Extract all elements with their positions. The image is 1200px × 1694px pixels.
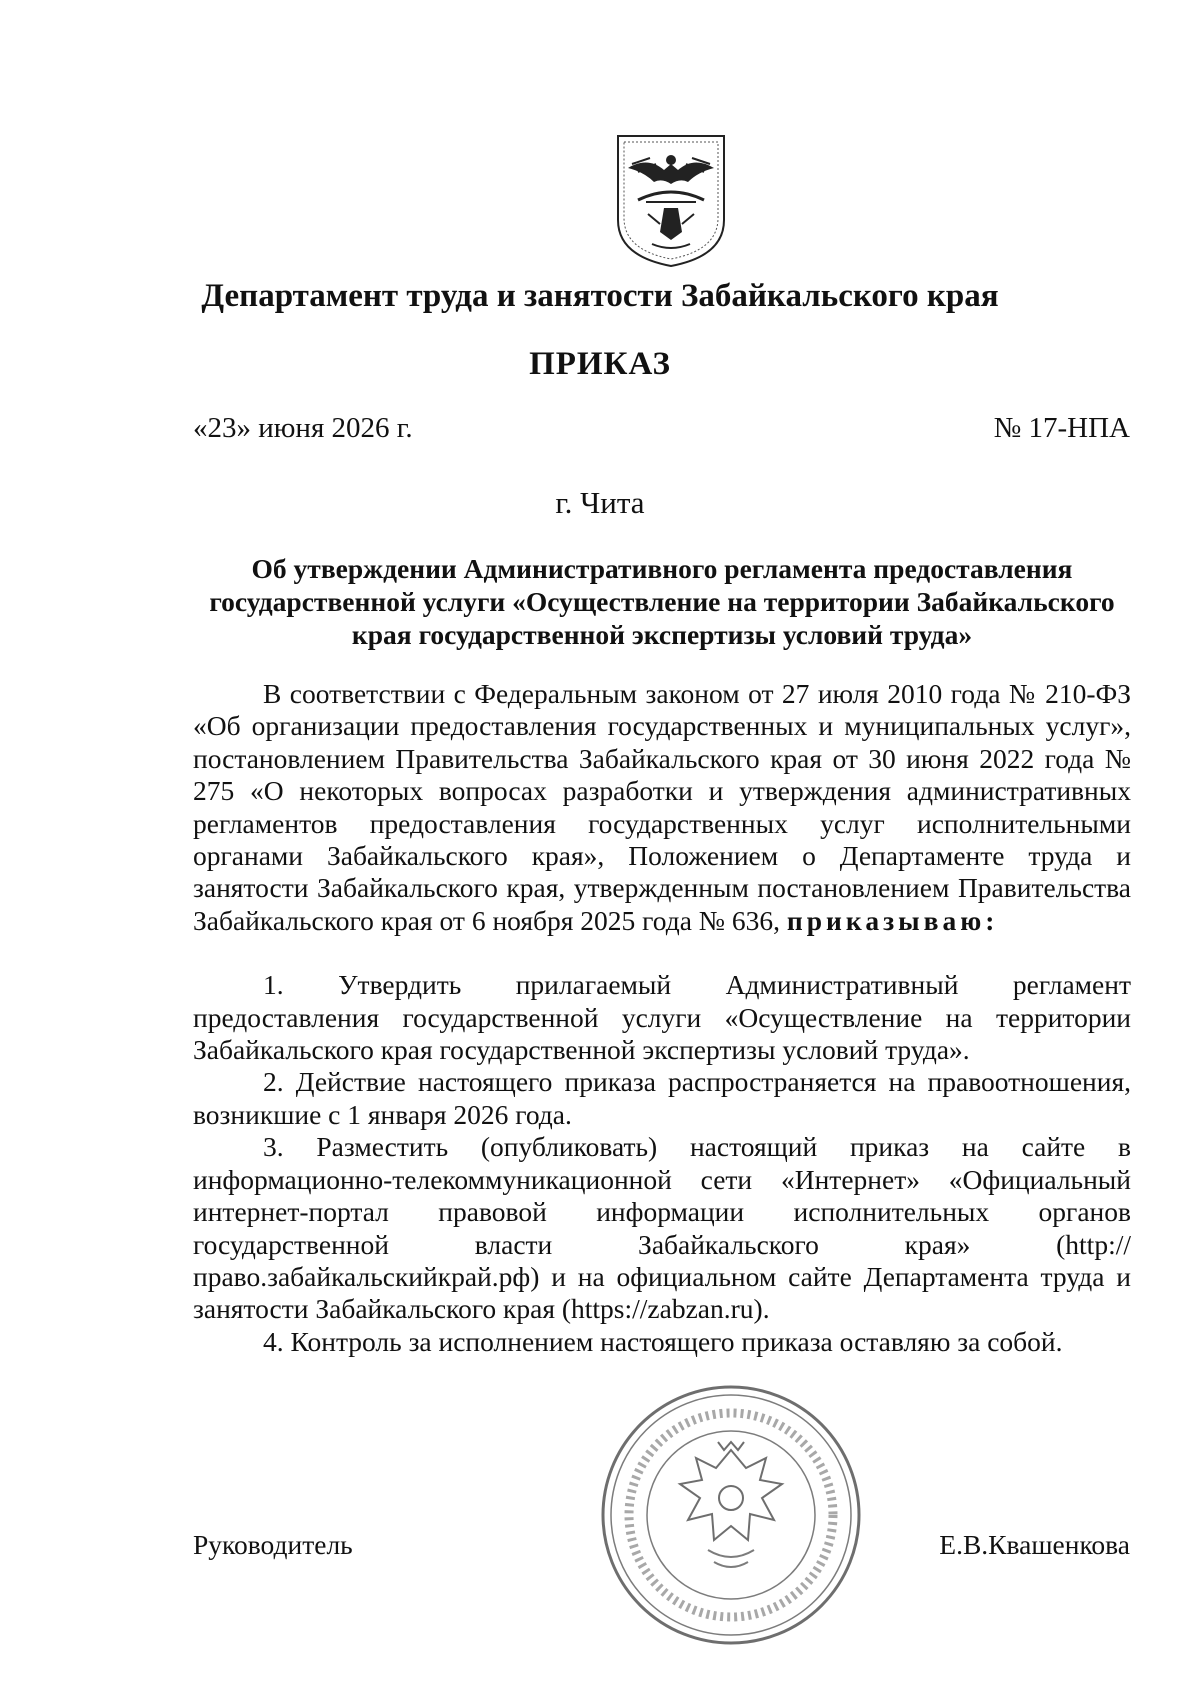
decree-word: приказываю: — [786, 904, 999, 936]
signatory-name: Е.В.Квашенкова — [939, 1529, 1130, 1560]
order-item-4: 4. Контроль за исполнением настоящего приказа оставляю за собой. — [263, 1325, 1063, 1357]
document-type-title: ПРИКАЗ — [529, 346, 671, 382]
order-date: «23» июня 2026 г. — [193, 412, 413, 444]
preamble-text: В соответствии с Федеральным законом от 27 июля 2010 года № 210-ФЗ «Об организации предоставления государственных и муниципальных услуг», постановлением Правительства Забайкальского края от 30 июня 2022 года № 275 «О некоторых вопросах разработки и утверждения административных регламентов предоставления государственных услуг исполнительными органами Забайкальского края», Положением о Департаменте труда и занятости Забайкальского края, утвержденным постановлением Правительства Забайкальского края от 6 ноября 2025 года № 636, — [193, 678, 1131, 936]
coat-of-arms-icon — [608, 128, 734, 270]
signatory-role: Руководитель — [193, 1529, 353, 1560]
city-name: г. Чита — [555, 485, 645, 520]
order-item-2: 2. Действие настоящего приказа распространяется на правоотношения, возникшие с 1 января 2026 года. — [193, 1066, 1131, 1130]
preamble-paragraph — [193, 678, 1131, 937]
order-subject: Об утверждении Административного регламента предоставления государственной услуги «Осуществление на территории Забайкальского края государственной экспертизы условий труда» — [209, 553, 1115, 650]
order-number: № 17-НПА — [993, 412, 1130, 444]
order-body — [193, 678, 1131, 1358]
official-seal-icon — [596, 1380, 866, 1650]
order-item-1: 1. Утвердить прилагаемый Административный регламент предоставления государственной услуги «Осуществление на территории Забайкальского края государственной экспертизы условий труда». — [193, 969, 1131, 1066]
department-name: Департамент труда и занятости Забайкальского края — [201, 278, 999, 314]
order-item-3: 3. Разместить (опубликовать) настоящий приказ на сайте в информационно-телекоммуникационной сети «Интернет» «Официальный интернет-портал правовой информации исполнительных органов государственной власти Забайкальского края» (http://право.забайкальскийкрай.рф) и на официальном сайте Департамента труда и занятости Забайкальского края (https://zabzan.ru). — [193, 1131, 1131, 1325]
